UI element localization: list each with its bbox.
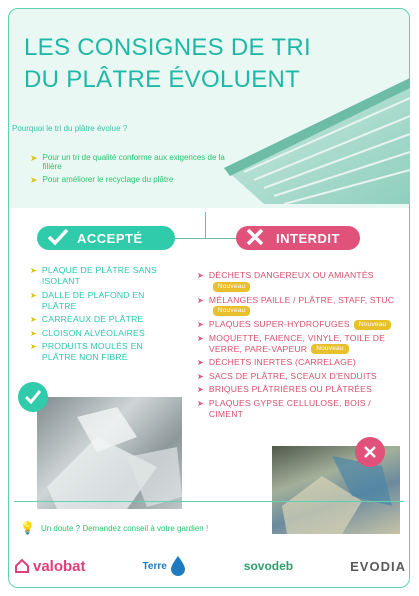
list-item bbox=[30, 290, 180, 312]
list-item bbox=[30, 265, 180, 287]
list-item bbox=[197, 333, 402, 355]
drop-icon bbox=[169, 555, 187, 577]
arrow-icon: ➤ bbox=[30, 175, 38, 185]
reason-text: Pour un tri de qualité conforme aux exigences de la filière bbox=[42, 153, 225, 171]
item-text: DALLE DE PLAFOND EN PLÂTRE bbox=[41, 289, 145, 311]
list-item bbox=[197, 371, 402, 382]
arrow-icon: ➤ bbox=[30, 315, 37, 324]
item-text: PLAQUE DE PLÂTRE SANS ISOLANT bbox=[41, 265, 157, 286]
title-line-1: LES CONSIGNES DE TRI bbox=[24, 34, 311, 61]
item-text: CLOISON ALVÉOLAIRES bbox=[41, 327, 145, 338]
accepted-label: ACCEPTÉ bbox=[77, 230, 143, 246]
list-item bbox=[197, 398, 402, 420]
item-text: MOQUETTE, FAIENCE, VINYLE, TOILE DE VERRE, PARE-VAPEUR bbox=[208, 332, 386, 354]
footer-divider bbox=[14, 501, 404, 502]
sovodeb-logo: sovodeb bbox=[243, 559, 294, 573]
arrow-icon: ➤ bbox=[197, 295, 204, 305]
item-text: DÉCHETS INERTES (CARRELAGE) bbox=[208, 357, 356, 367]
list-item bbox=[30, 328, 180, 339]
accepted-photo bbox=[37, 397, 182, 509]
list-item bbox=[197, 357, 402, 368]
partner-logos bbox=[14, 551, 406, 581]
list-item bbox=[197, 319, 402, 330]
why-question: Pourquoi le tri du plâtre évolue ? bbox=[12, 124, 128, 133]
cross-icon bbox=[246, 228, 276, 249]
reasons-list bbox=[30, 153, 230, 189]
check-badge-icon bbox=[18, 382, 48, 412]
plasterboard-image bbox=[204, 68, 410, 204]
list-item bbox=[30, 314, 180, 325]
arrow-icon: ➤ bbox=[197, 320, 204, 329]
list-item bbox=[197, 295, 402, 317]
valobat-text: valobat bbox=[33, 557, 86, 575]
item-text: SACS DE PLÂTRE, SCEAUX D'ENDUITS bbox=[208, 370, 377, 381]
new-badge: Nouveau bbox=[213, 306, 250, 316]
arrow-icon: ➤ bbox=[30, 290, 37, 300]
accepted-header bbox=[37, 226, 175, 250]
accepted-list bbox=[30, 265, 180, 366]
cross-badge-icon bbox=[355, 437, 385, 467]
connector-line bbox=[205, 212, 206, 238]
arrow-icon: ➤ bbox=[197, 371, 204, 381]
terre-logo bbox=[143, 555, 187, 577]
item-text: PRODUITS MOULÉS EN PLÂTRE NON FIBRÉ bbox=[41, 341, 143, 362]
arrow-icon: ➤ bbox=[30, 328, 37, 338]
arrow-icon: ➤ bbox=[197, 385, 204, 394]
arrow-icon: ➤ bbox=[30, 266, 37, 275]
list-item bbox=[197, 270, 402, 292]
item-text: DÉCHETS DANGEREUX OU AMIANTÉS bbox=[208, 270, 374, 280]
item-text: CARREAUX DE PLÂTRE bbox=[41, 314, 144, 324]
reason-item bbox=[30, 175, 230, 185]
arrow-icon: ➤ bbox=[197, 333, 204, 343]
footer-note bbox=[20, 521, 208, 535]
arrow-icon: ➤ bbox=[30, 153, 38, 163]
list-item bbox=[197, 384, 402, 395]
connector-line bbox=[175, 238, 236, 239]
lightbulb-icon: 💡 bbox=[20, 521, 35, 535]
new-badge: Nouveau bbox=[354, 320, 391, 330]
arrow-icon: ➤ bbox=[30, 342, 37, 351]
evodia-logo: EVODIA bbox=[350, 558, 406, 574]
new-badge: Nouveau bbox=[311, 344, 348, 354]
new-badge: Nouveau bbox=[213, 282, 250, 292]
item-text: PLAQUES GYPSE CELLULOSE, BOIS / CIMENT bbox=[208, 397, 371, 419]
title-line-2: DU PLÂTRE ÉVOLUENT bbox=[24, 66, 301, 93]
arrow-icon: ➤ bbox=[197, 271, 204, 280]
forbidden-label: INTERDIT bbox=[276, 230, 340, 246]
list-item bbox=[30, 341, 180, 363]
valobat-logo bbox=[14, 558, 86, 575]
forbidden-list bbox=[197, 270, 402, 422]
forbidden-header bbox=[236, 226, 360, 250]
item-text: PLAQUES SUPER-HYDROFUGES bbox=[208, 319, 350, 329]
reason-item bbox=[30, 153, 230, 171]
check-icon bbox=[47, 228, 77, 249]
terre-text: Terre bbox=[142, 560, 167, 572]
house-icon bbox=[14, 558, 30, 574]
item-text: BRIQUES PLÂTRIÈRES OU PLÂTRÉES bbox=[208, 384, 373, 394]
item-text: MÉLANGES PAILLE / PLÂTRE, STAFF, STUC bbox=[208, 294, 395, 305]
reason-text: Pour améliorer le recyclage du plâtre bbox=[42, 175, 174, 184]
arrow-icon: ➤ bbox=[197, 358, 204, 367]
footer-note-text: Un doute ? Demandez conseil à votre gardien ! bbox=[40, 523, 209, 533]
arrow-icon: ➤ bbox=[197, 398, 204, 408]
